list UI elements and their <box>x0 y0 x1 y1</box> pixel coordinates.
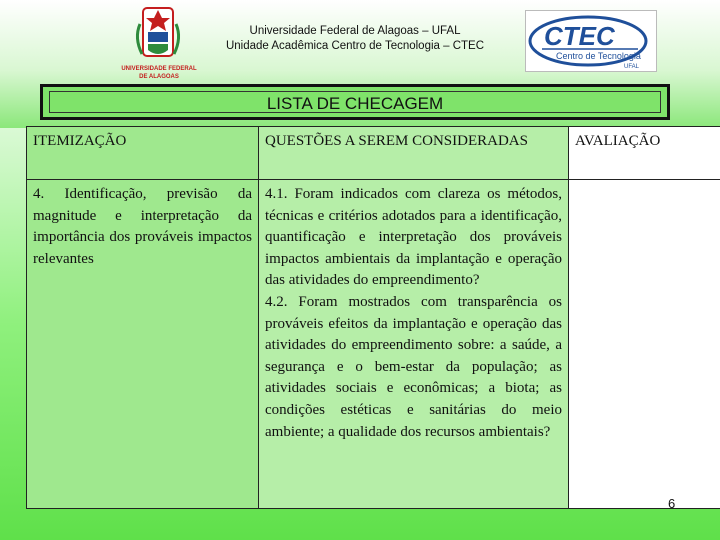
unit-line: Unidade Acadêmica Centro de Tecnologia – CTEC <box>225 40 485 52</box>
questions-cell <box>259 180 569 509</box>
item-text: 4. Identificação, previsão da magnitude e interpretação da importância dos prováveis impactos relevantes <box>33 186 252 267</box>
ctec-logo-subtitle: Centro de Tecnologia <box>556 51 641 61</box>
header-itemizacao: ITEMIZAÇÃO <box>27 127 259 180</box>
table-row <box>27 180 720 509</box>
ufal-logo-text-2: DE ALAGOAS <box>139 74 179 80</box>
ctec-logo <box>525 10 657 72</box>
title-box <box>40 84 670 120</box>
table-header-row <box>27 127 720 180</box>
page-title: LISTA DE CHECAGEM <box>49 91 661 113</box>
header-questoes: QUESTÕES A SEREM CONSIDERADAS <box>259 127 569 180</box>
header-institution <box>170 24 540 54</box>
question-4-1: 4.1. Foram indicados com clareza os métodos, técnicas e critérios adotados para a identificação, quantificação e interpretação dos prováveis impactos ambientais da implantação e operação das atividades do empreendimento? <box>265 186 562 289</box>
ctec-logo-text: CTEC <box>544 21 615 51</box>
university-line: Universidade Federal de Alagoas – UFAL <box>249 25 461 37</box>
checklist-table <box>26 126 720 509</box>
evaluation-cell[interactable] <box>569 180 720 509</box>
page-number: 6 <box>668 496 676 511</box>
ufal-logo-text-1: UNIVERSIDADE FEDERAL <box>121 66 197 72</box>
question-4-2: 4.2. Foram mostrados com transparência os prováveis efeitos da implantação e operação das atividades do empreendimento sobre: a saúde, a segurança e o bem-estar da população; as atividades sociais e econômicas; a biota; as condições estéticas e sanitárias do meio ambiente; a qualidade dos recursos ambientais? <box>265 293 562 440</box>
item-cell <box>27 180 259 509</box>
header-avaliacao: AVALIAÇÃO <box>569 127 720 180</box>
ctec-logo-subtitle-2: UFAL <box>624 64 640 70</box>
